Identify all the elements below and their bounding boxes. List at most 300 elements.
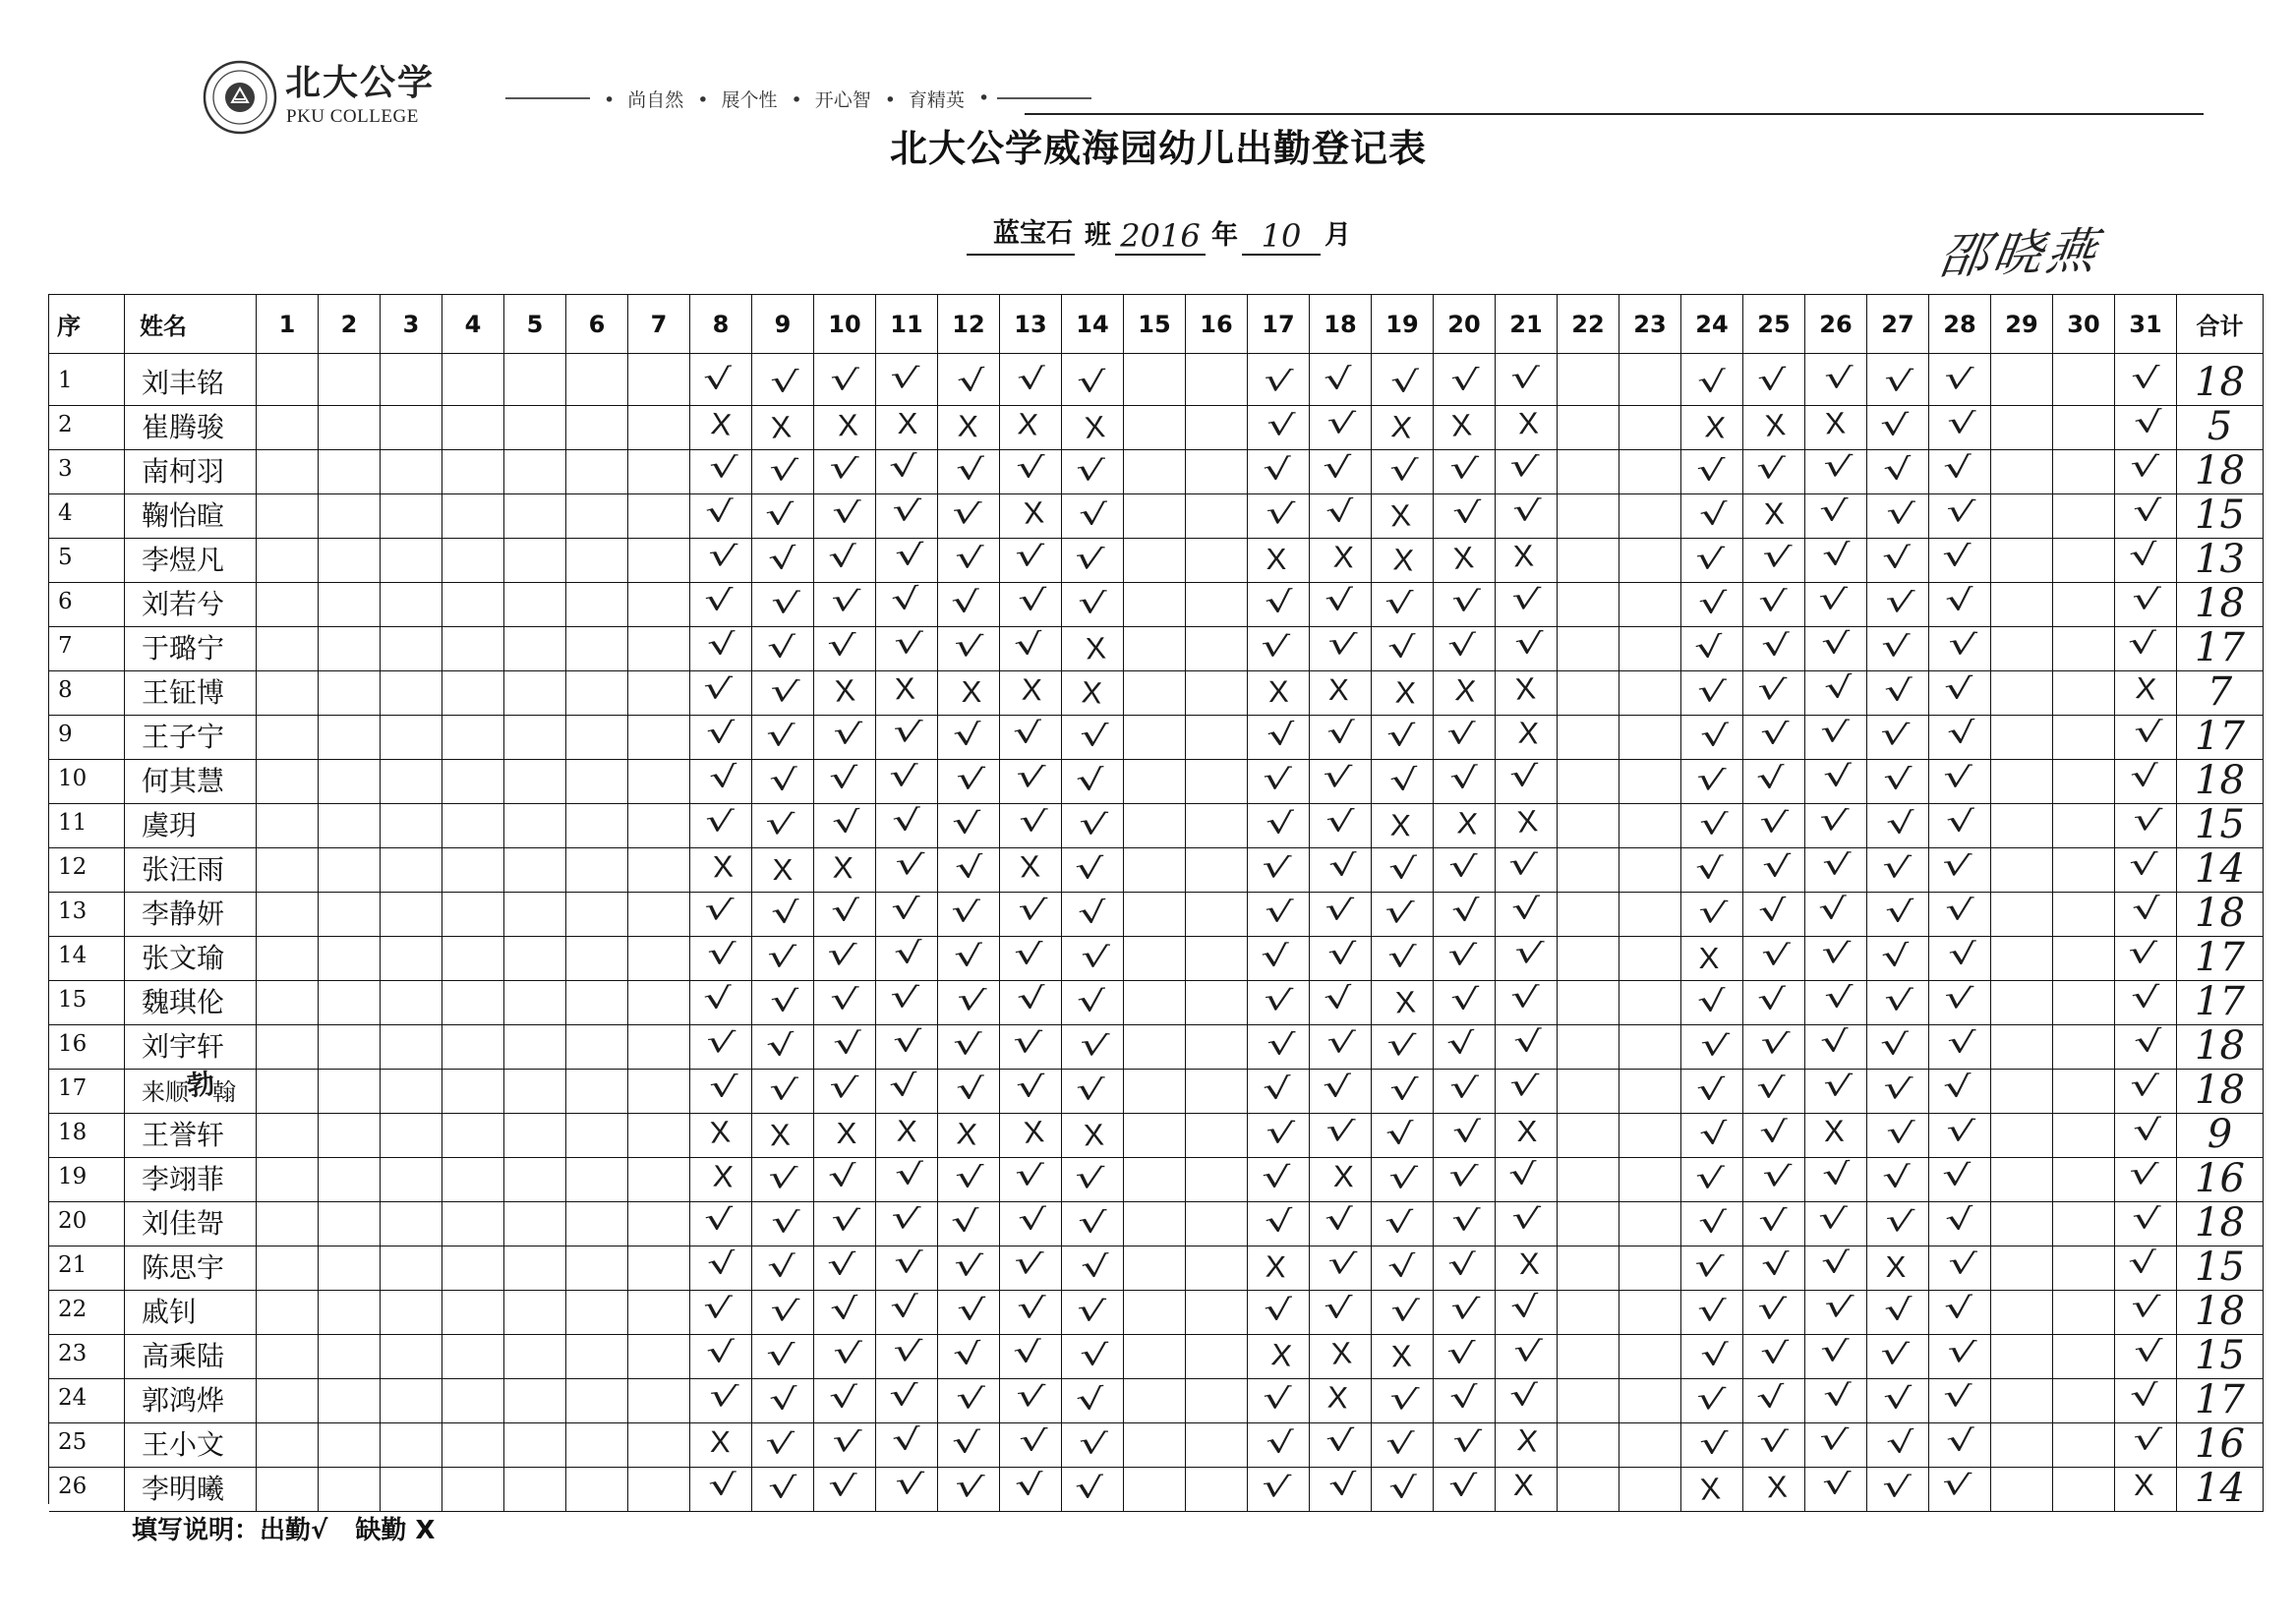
present-check-mark: √: [1387, 1381, 1421, 1419]
row-number: 19: [49, 1150, 125, 1202]
absent-cross-mark: X: [1763, 495, 1785, 531]
absent-cross-mark: X: [1703, 408, 1727, 445]
present-check-mark: √: [953, 1469, 986, 1506]
present-check-mark: √: [1696, 365, 1728, 400]
present-check-mark: √: [1510, 1201, 1542, 1237]
present-check-mark: √: [828, 1291, 861, 1328]
present-check-mark: √: [1760, 938, 1792, 973]
present-check-mark: √: [1947, 937, 1978, 972]
handwritten-month: 10: [1242, 219, 1321, 256]
header-day-14: 14: [1062, 295, 1124, 354]
present-check-mark: √: [1879, 1337, 1911, 1372]
present-check-mark: √: [955, 1381, 986, 1417]
header-name: 姓名: [125, 295, 257, 354]
handwritten-year: 2016: [1115, 219, 1206, 256]
absent-cross-mark: X: [894, 670, 915, 706]
present-check-mark: √: [1883, 1381, 1913, 1417]
present-check-mark: √: [1754, 1379, 1788, 1417]
present-check-mark: √: [1820, 1156, 1854, 1193]
present-check-mark: √: [827, 629, 856, 663]
present-check-mark: √: [827, 1159, 858, 1194]
present-check-mark: √: [1822, 1069, 1854, 1104]
absent-cross-mark: X: [1267, 673, 1289, 709]
present-check-mark: √: [1509, 361, 1541, 396]
absent-cross-mark: X: [1518, 1246, 1540, 1281]
attendance-cell-day-3: [381, 1460, 442, 1512]
present-check-mark: √: [1446, 628, 1478, 664]
absent-cross-mark: X: [1393, 983, 1417, 1020]
present-check-mark: √: [1881, 541, 1913, 576]
absent-cross-mark: X: [1266, 541, 1287, 576]
present-check-mark: √: [1881, 451, 1914, 489]
present-check-mark: √: [1074, 1471, 1105, 1506]
class-name: 蓝宝石: [967, 217, 1075, 256]
absent-cross-mark: X: [1022, 493, 1045, 531]
child-name: 李静妍: [142, 898, 225, 930]
present-check-mark: √: [705, 1025, 736, 1061]
table-row: [49, 1371, 2264, 1422]
present-check-mark: √: [1448, 451, 1480, 487]
child-name: 刘若兮: [142, 588, 225, 620]
attendance-total: 17: [2177, 929, 2264, 981]
attendance-cell-day-2: [319, 1460, 381, 1512]
absent-cross-mark: X: [1516, 1113, 1538, 1148]
school-slogan: [505, 87, 1091, 110]
present-check-mark: √: [2132, 803, 2163, 839]
present-check-mark: √: [1822, 759, 1854, 794]
attendance-cell-day-23: [1619, 1460, 1681, 1512]
present-check-mark: √: [1078, 807, 1109, 842]
present-check-mark: √: [1508, 1289, 1542, 1326]
present-check-mark: √: [1322, 1070, 1353, 1105]
present-check-mark: √: [1325, 805, 1355, 839]
present-check-mark: √: [1384, 1117, 1416, 1152]
attendance-total: 18: [2177, 1194, 2264, 1246]
row-number: 23: [49, 1327, 125, 1379]
present-check-mark: √: [1389, 1073, 1419, 1107]
absent-cross-mark: X: [1390, 1338, 1412, 1373]
attendance-cell-day-13: [1000, 1460, 1062, 1512]
attendance-total: 18: [2177, 442, 2264, 494]
absent-cross-mark: X: [1082, 1116, 1105, 1153]
present-check-mark: √: [1260, 629, 1291, 665]
present-check-mark: √: [1697, 1116, 1731, 1153]
present-check-mark: √: [2132, 1113, 2163, 1148]
present-check-mark: √: [1824, 981, 1854, 1014]
header-day-9: 9: [752, 295, 814, 354]
attendance-cell-day-11: [876, 1460, 938, 1512]
present-check-mark: √: [2131, 892, 2162, 927]
present-check-mark: √: [766, 1160, 799, 1197]
present-check-mark: √: [1943, 1291, 1974, 1326]
child-name: 戚钊: [142, 1296, 198, 1328]
present-check-mark: √: [1883, 584, 1916, 621]
present-check-mark: √: [1945, 804, 1976, 840]
present-check-mark: √: [1080, 720, 1109, 753]
table-row: [49, 531, 2264, 582]
present-check-mark: √: [1075, 763, 1106, 798]
present-check-mark: √: [1265, 717, 1298, 754]
present-check-mark: √: [1945, 1114, 1976, 1149]
present-check-mark: √: [1692, 1248, 1726, 1286]
absent-cross-mark: X: [1451, 539, 1475, 576]
present-check-mark: √: [2130, 1290, 2161, 1325]
present-check-mark: √: [1692, 629, 1726, 667]
present-check-mark: √: [1941, 1468, 1972, 1503]
present-check-mark: √: [950, 1204, 981, 1240]
present-check-mark: √: [955, 1161, 984, 1194]
present-check-mark: √: [2129, 1069, 2160, 1104]
present-check-mark: √: [1510, 582, 1542, 617]
present-check-mark: √: [953, 939, 984, 974]
attendance-cell-day-19: [1372, 1460, 1434, 1512]
present-check-mark: √: [766, 541, 799, 578]
present-check-mark: √: [891, 1422, 922, 1458]
present-check-mark: √: [1327, 937, 1357, 972]
present-check-mark: √: [1012, 626, 1045, 664]
table-row: [49, 619, 2264, 670]
present-check-mark: √: [827, 1247, 856, 1283]
header-day-5: 5: [504, 295, 566, 354]
present-check-mark: √: [1448, 1380, 1480, 1416]
header-day-30: 30: [2053, 295, 2115, 354]
present-check-mark: √: [953, 849, 986, 887]
present-check-mark: √: [1325, 406, 1357, 441]
table-row: [49, 1150, 2264, 1201]
present-check-mark: √: [1325, 626, 1359, 664]
attendance-cell-day-18: [1310, 1460, 1372, 1512]
present-check-mark: √: [1760, 539, 1794, 576]
slogan-right-rule: [997, 97, 1091, 99]
row-number: 3: [49, 442, 125, 494]
absent-cross-mark: X: [1325, 1378, 1349, 1416]
present-check-mark: √: [709, 450, 738, 486]
present-check-mark: √: [768, 1072, 799, 1108]
present-check-mark: √: [1386, 630, 1418, 666]
present-check-mark: √: [1451, 1203, 1481, 1239]
present-check-mark: √: [1451, 1424, 1483, 1460]
present-check-mark: √: [951, 1425, 982, 1461]
present-check-mark: √: [1756, 672, 1788, 708]
absent-cross-mark: X: [708, 1113, 732, 1150]
present-check-mark: √: [1822, 1289, 1855, 1326]
absent-cross-mark: X: [1763, 406, 1787, 443]
present-check-mark: √: [1446, 938, 1478, 973]
present-check-mark: √: [891, 803, 922, 839]
present-check-mark: √: [1448, 761, 1480, 796]
present-check-mark: √: [1761, 1159, 1793, 1194]
table-row: [49, 929, 2264, 980]
absent-cross-mark: X: [1080, 673, 1103, 711]
present-check-mark: √: [952, 718, 983, 753]
attendance-cell-day-29: [1991, 1460, 2053, 1512]
table-row: [49, 442, 2264, 493]
absent-cross-mark: X: [1391, 541, 1415, 578]
present-check-mark: √: [955, 541, 984, 576]
attendance-total: 5: [2177, 398, 2264, 450]
present-check-mark: √: [1756, 1292, 1788, 1327]
row-number: 17: [49, 1062, 125, 1114]
present-check-mark: √: [950, 585, 981, 620]
present-check-mark: √: [1818, 1422, 1850, 1458]
table-row: [49, 1194, 2264, 1246]
attendance-cell-day-25: [1743, 1460, 1805, 1512]
absent-cross-mark: X: [961, 673, 982, 709]
present-check-mark: √: [1885, 806, 1916, 841]
present-check-mark: √: [1014, 1158, 1045, 1193]
present-check-mark: √: [1883, 364, 1914, 399]
present-check-mark: √: [1820, 1334, 1850, 1369]
table-row: [49, 1062, 2264, 1113]
present-check-mark: √: [1817, 1201, 1849, 1237]
present-check-mark: √: [1883, 983, 1914, 1018]
present-check-mark: √: [707, 1468, 738, 1503]
attendance-cell-day-20: [1434, 1460, 1496, 1512]
child-name: 南柯羽: [142, 455, 225, 488]
present-check-mark: √: [1942, 450, 1973, 486]
present-check-mark: √: [1820, 936, 1852, 971]
absent-cross-mark: X: [1388, 496, 1412, 534]
slogan-item: • 开心智: [777, 86, 870, 112]
absent-cross-mark: X: [832, 849, 854, 885]
present-check-mark: √: [888, 449, 919, 485]
absent-cross-mark: X: [1698, 940, 1720, 975]
present-check-mark: √: [832, 495, 861, 531]
present-check-mark: √: [889, 361, 920, 396]
fill-in-instructions: [132, 1514, 435, 1547]
present-check-mark: √: [1943, 981, 1974, 1016]
present-check-mark: √: [1945, 893, 1974, 928]
table-row: [49, 885, 2264, 936]
attendance-total: 18: [2177, 885, 2264, 937]
header-day-21: 21: [1496, 295, 1558, 354]
present-check-mark: √: [1945, 1334, 1978, 1371]
present-check-mark: √: [1760, 628, 1792, 664]
present-check-mark: √: [707, 539, 738, 574]
present-check-mark: √: [830, 1203, 861, 1239]
table-row: [49, 354, 2264, 405]
present-check-mark: √: [1944, 671, 1973, 707]
absent-cross-mark: X: [1698, 1470, 1722, 1507]
present-check-mark: √: [894, 1246, 923, 1281]
present-check-mark: √: [1080, 1338, 1109, 1373]
present-check-mark: √: [1508, 1069, 1540, 1104]
child-name-cell: [125, 1460, 257, 1512]
present-check-mark: √: [1819, 715, 1851, 750]
present-check-mark: √: [1760, 1247, 1792, 1283]
legend-present: 出勤√: [260, 1516, 328, 1545]
header-day-6: 6: [566, 295, 628, 354]
present-check-mark: √: [1016, 981, 1047, 1016]
row-number: 12: [49, 840, 125, 893]
present-check-mark: √: [1822, 669, 1855, 707]
child-name: 刘宇轩: [142, 1030, 225, 1063]
present-check-mark: √: [1881, 1160, 1913, 1195]
present-check-mark: √: [1696, 1072, 1726, 1108]
attendance-total: 9: [2177, 1106, 2264, 1158]
present-check-mark: √: [1385, 1426, 1415, 1462]
absent-cross-mark: X: [1329, 1334, 1353, 1371]
present-check-mark: √: [1758, 805, 1790, 840]
legend-label: 填写说明：: [132, 1516, 261, 1545]
child-name: 王小文: [142, 1428, 225, 1461]
present-check-mark: √: [1821, 538, 1853, 573]
present-check-mark: √: [1885, 496, 1916, 532]
attendance-total: 15: [2177, 1327, 2264, 1379]
row-number: 5: [49, 531, 125, 583]
row-number: 25: [49, 1416, 125, 1468]
child-name: 魏琪伦: [142, 986, 225, 1018]
present-check-mark: √: [1446, 1337, 1476, 1370]
present-check-mark: √: [1446, 717, 1476, 752]
present-check-mark: √: [1947, 627, 1978, 663]
present-check-mark: √: [829, 363, 860, 398]
attendance-cell-day-12: [938, 1460, 1000, 1512]
present-check-mark: √: [1078, 497, 1109, 533]
present-check-mark: √: [1076, 984, 1107, 1019]
header-day-2: 2: [319, 295, 381, 354]
present-check-mark: √: [1384, 1205, 1414, 1241]
present-check-mark: √: [1265, 806, 1296, 841]
attendance-cell-day-22: [1558, 1460, 1619, 1512]
absent-cross-mark: X: [836, 1115, 857, 1150]
present-check-mark: √: [1078, 1027, 1111, 1065]
present-check-mark: √: [1944, 583, 1975, 618]
present-check-mark: √: [702, 892, 736, 929]
present-check-mark: √: [1757, 363, 1787, 398]
absent-cross-mark: X: [709, 1423, 731, 1459]
present-check-mark: √: [1756, 893, 1790, 930]
present-check-mark: √: [893, 936, 924, 971]
present-check-mark: √: [1514, 627, 1544, 661]
present-check-mark: √: [1263, 983, 1294, 1018]
present-check-mark: √: [1758, 1204, 1788, 1238]
absent-cross-mark: X: [1393, 673, 1417, 711]
present-check-mark: √: [1817, 892, 1849, 927]
present-check-mark: √: [955, 363, 988, 400]
attendance-cell-day-30: [2053, 1460, 2115, 1512]
present-check-mark: √: [1881, 1071, 1914, 1108]
slogan-left-rule: [505, 97, 590, 99]
present-check-mark: √: [1694, 542, 1726, 577]
present-check-mark: √: [1696, 984, 1728, 1019]
attendance-cell-day-31: [2115, 1460, 2177, 1512]
present-check-mark: √: [1945, 1423, 1976, 1459]
present-check-mark: √: [1450, 584, 1482, 619]
header-day-13: 13: [1000, 295, 1062, 354]
row-number: 14: [49, 929, 125, 981]
present-check-mark: √: [1507, 448, 1541, 486]
present-check-mark: √: [1262, 1072, 1293, 1107]
absent-cross-mark: X: [1455, 804, 1479, 841]
present-check-mark: √: [1760, 718, 1790, 751]
table-row: [49, 1460, 2264, 1511]
attendance-cell-day-24: [1681, 1460, 1743, 1512]
present-check-mark: √: [891, 714, 924, 751]
attendance-cell-day-4: [442, 1460, 504, 1512]
table-row: [49, 1017, 2264, 1069]
attendance-cell-day-9: [752, 1460, 814, 1512]
absent-cross-mark: X: [712, 848, 734, 884]
attendance-cell-day-5: [504, 1460, 566, 1512]
absent-cross-mark: X: [711, 1157, 735, 1194]
present-check-mark: √: [769, 1294, 800, 1329]
table-row: [49, 752, 2264, 803]
absent-cross-mark: X: [1511, 537, 1535, 574]
present-check-mark: √: [1322, 980, 1355, 1017]
table-row: [49, 575, 2264, 626]
present-check-mark: √: [1697, 1205, 1729, 1241]
present-check-mark: √: [2129, 449, 2160, 485]
header-day-4: 4: [442, 295, 504, 354]
present-check-mark: √: [707, 937, 736, 972]
present-check-mark: √: [2133, 405, 2164, 440]
present-check-mark: √: [1943, 1379, 1972, 1415]
header-day-16: 16: [1186, 295, 1248, 354]
child-name: 高乘陆: [142, 1340, 225, 1372]
present-check-mark: √: [1018, 583, 1047, 618]
present-check-mark: √: [1014, 938, 1043, 971]
present-check-mark: √: [707, 759, 740, 796]
present-check-mark: √: [1694, 762, 1728, 799]
present-check-mark: √: [953, 1027, 982, 1063]
present-check-mark: √: [889, 1200, 922, 1238]
absent-cross-mark: X: [1083, 408, 1106, 445]
row-number: 6: [49, 575, 125, 627]
attendance-total: 7: [2177, 664, 2264, 716]
slogan-item: • 育精英: [871, 86, 965, 112]
present-check-mark: √: [1884, 1424, 1917, 1462]
present-check-mark: √: [1327, 848, 1359, 884]
present-check-mark: √: [1822, 449, 1854, 485]
present-check-mark: √: [768, 1382, 799, 1418]
absent-cross-mark: X: [2134, 669, 2157, 707]
table-row: [49, 487, 2264, 538]
present-check-mark: √: [1879, 718, 1911, 753]
present-check-mark: √: [1075, 851, 1104, 887]
present-check-mark: √: [1324, 1113, 1357, 1150]
present-check-mark: √: [889, 759, 918, 794]
present-check-mark: √: [891, 893, 920, 926]
present-check-mark: √: [1324, 493, 1357, 531]
row-number: 22: [49, 1283, 125, 1335]
row-number: 16: [49, 1017, 125, 1070]
present-check-mark: √: [1824, 361, 1854, 396]
present-check-mark: √: [706, 716, 736, 751]
table-row: [49, 1327, 2264, 1378]
present-check-mark: √: [1080, 1249, 1111, 1285]
attendance-total: 16: [2177, 1150, 2264, 1202]
attendance-total: 17: [2177, 973, 2264, 1025]
absent-cross-mark: X: [1018, 847, 1041, 885]
present-check-mark: √: [768, 673, 801, 711]
present-check-mark: √: [1699, 1028, 1731, 1064]
present-check-mark: √: [2127, 626, 2158, 662]
present-check-mark: √: [953, 1248, 984, 1284]
attendance-cell-day-26: [1805, 1460, 1867, 1512]
present-check-mark: √: [1947, 406, 1976, 441]
child-name: 崔腾骏: [142, 411, 225, 443]
present-check-mark: √: [1942, 540, 1972, 573]
header-day-22: 22: [1558, 295, 1619, 354]
teacher-signature: 邵晓燕: [1935, 222, 2104, 285]
present-check-mark: √: [894, 1467, 925, 1502]
table-row: [49, 398, 2264, 449]
present-check-mark: √: [830, 1423, 863, 1461]
present-check-mark: √: [1265, 496, 1296, 532]
present-check-mark: √: [765, 497, 795, 533]
present-check-mark: √: [1508, 1378, 1540, 1414]
